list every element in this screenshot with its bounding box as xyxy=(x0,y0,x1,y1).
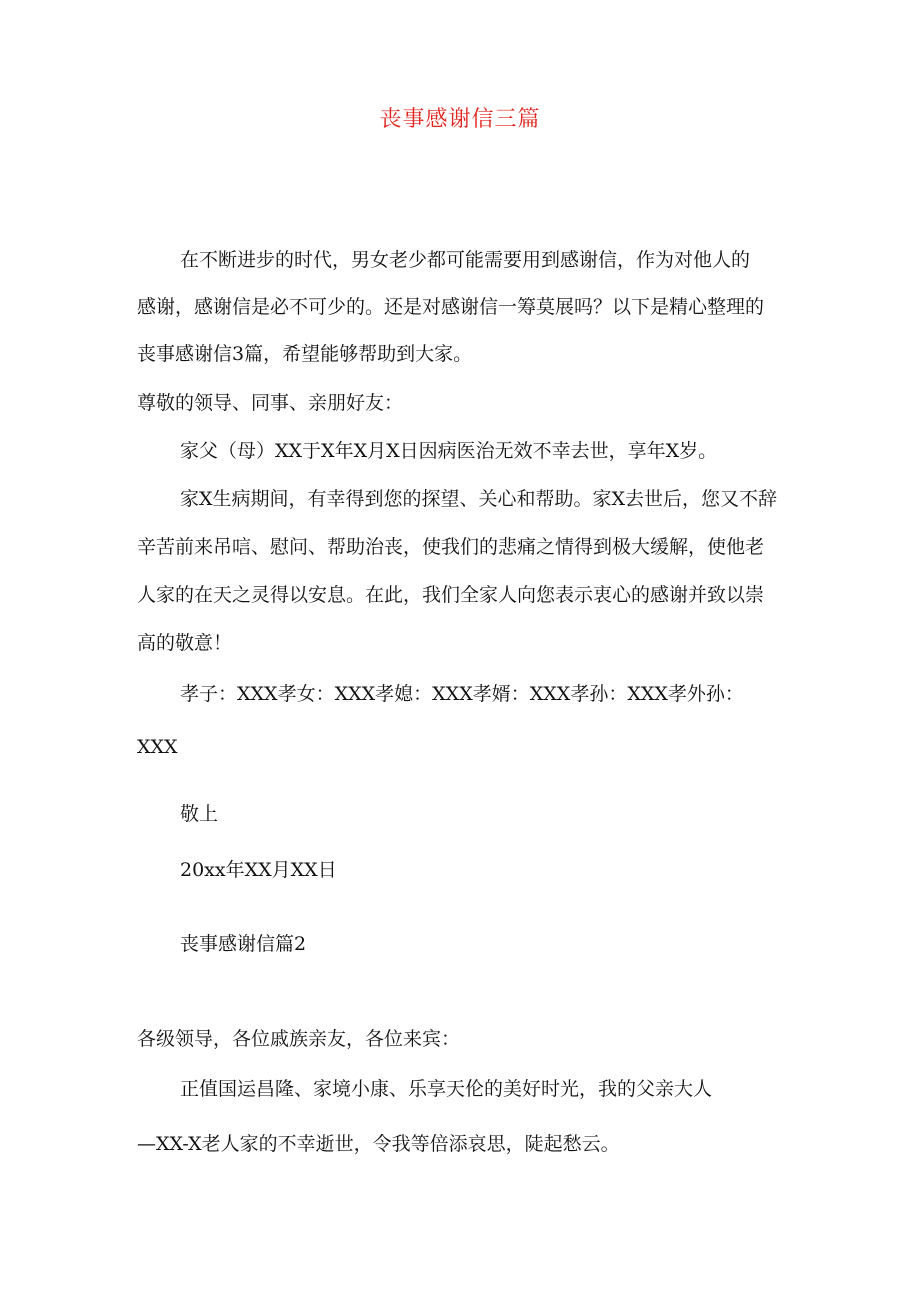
letter1-paragraph-2-line-1: 家X生病期间，有幸得到您的探望、关心和帮助。家X去世后，您又不辞 xyxy=(180,488,778,510)
letter1-paragraph-2-line-3: 人家的在天之灵得以安息。在此，我们全家人向您表示衷心的感谢并致以崇 xyxy=(137,584,765,606)
letter2-paragraph-1-line-1: 正值国运昌隆、家境小康、乐享天伦的美好时光，我的父亲大人 xyxy=(180,1078,713,1100)
letter1-date: 20xx年XX月XX日 xyxy=(180,859,337,881)
document-title: 丧事感谢信三篇 xyxy=(379,107,541,132)
letter1-paragraph-2-line-4: 高的敬意！ xyxy=(137,632,233,654)
intro-line-3: 丧事感谢信3篇，希望能够帮助到大家。 xyxy=(137,343,473,365)
letter1-signers-line-1: 孝子：XXX孝女：XXX孝媳：XXX孝婿：XXX孝孙：XXX孝外孙： xyxy=(180,683,744,705)
letter2-paragraph-1-line-2: —XX-X老人家的不幸逝世，令我等倍添哀思，陡起愁云。 xyxy=(137,1133,620,1155)
intro-line-1: 在不断进步的时代，男女老少都可能需要用到感谢信，作为对他人的 xyxy=(180,249,751,271)
letter1-paragraph-2-line-2: 辛苦前来吊唁、慰问、帮助治丧，使我们的悲痛之情得到极大缓解，使他老 xyxy=(137,536,765,558)
intro-line-2: 感谢，感谢信是必不可少的。还是对感谢信一筹莫展吗？以下是精心整理的 xyxy=(137,296,765,318)
letter1-closing: 敬上 xyxy=(180,803,219,825)
letter1-signers-line-2: XXX xyxy=(137,736,178,758)
letter2-salutation: 各级领导，各位戚族亲友，各位来宾： xyxy=(137,1028,461,1050)
letter1-salutation: 尊敬的领导、同事、亲朋好友： xyxy=(137,392,404,414)
letter2-heading: 丧事感谢信篇2 xyxy=(180,933,307,955)
letter1-paragraph-1: 家父（母）XX于X年X月X日因病医治无效不幸去世，享年X岁。 xyxy=(180,440,718,462)
